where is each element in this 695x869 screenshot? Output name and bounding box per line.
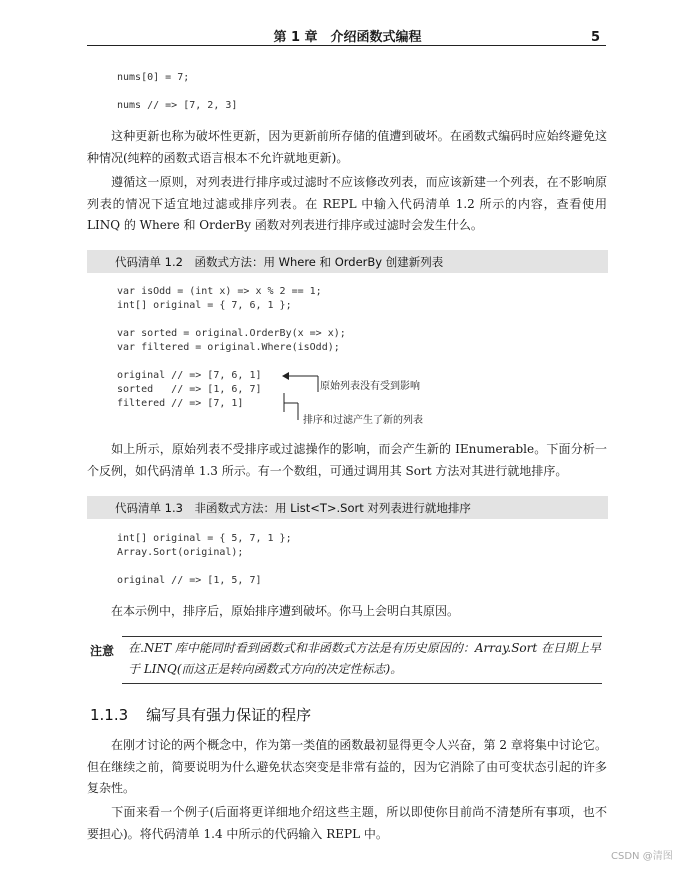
paragraph-text: 这种更新也称为破坏性更新，因为更新前所存储的值遭到破坏。在函数式编码时应始终避免这种情况(纯粹的函数式语言根本不允许就地更新)。 (87, 129, 607, 165)
watermark: CSDN @清图 (611, 851, 673, 862)
code-line: var isOdd = (int x) => x % 2 == 1; (117, 286, 322, 297)
annotation-original-unaffected: 原始列表没有受到影响 (320, 381, 420, 392)
chapter-header-title: 第 1 章 介绍函数式编程 (273, 30, 422, 45)
code-line: var sorted = original.OrderBy(x => x); (117, 328, 346, 339)
code-line: original // => [7, 6, 1] (117, 370, 262, 381)
note-bottom-rule (122, 683, 602, 684)
paragraph-text: 下面来看一个例子(后面将更详细地介绍这些主题，所以即使你目前尚不清楚所有事项，也不要担心)。将代码清单 1.4 中所示的代码输入 REPL 中。 (87, 805, 607, 841)
note-text: 在.NET 库中能同时看到函数式和非函数式方法是有历史原因的：Array.Sort 在日期上早于 LINQ(而这正是转向函数式方向的决定性标志)。 (128, 641, 602, 676)
annotation-new-lists: 排序和过滤产生了新的列表 (303, 415, 423, 426)
code-line: int[] original = { 5, 7, 1 }; (117, 533, 292, 544)
paragraph-text: 在刚才讨论的两个概念中，作为第一类值的函数最初显得更令人兴奋，第 2 章将集中讨论它。但在继续之前，简要说明为什么避免状态突变是非常有益的，因为它消除了由可变状态引起的许多复杂性。 (87, 738, 607, 795)
paragraph-text: 遵循这一原则，对列表进行排序或过滤时不应该修改列表，而应该新建一个列表，在不影响原列表的情况下适宜地过滤或排序列表。在 REPL 中输入代码清单 1.2 所示的内容，查看使用 LINQ 的 Where 和 OrderBy 函数对列表进行排序或过滤时会发生什么。 (87, 175, 607, 232)
code-line: var filtered = original.Where(isOdd); (117, 342, 340, 353)
note-label: 注意 (90, 644, 115, 658)
code-line: int[] original = { 7, 6, 1 }; (117, 300, 292, 311)
paragraph (87, 172, 607, 237)
listing-1-2-title: 代码清单 1.2 函数式方法：用 Where 和 OrderBy 创建新列表 (115, 255, 444, 269)
listing-1-3-header (87, 496, 608, 519)
code-line: nums // => [7, 2, 3] (117, 100, 238, 111)
paragraph-text: 在本示例中，排序后，原始排序遭到破坏。你马上会明白其原因。 (111, 604, 460, 618)
page-number: 5 (591, 30, 601, 45)
section-title: 编写具有强力保证的程序 (146, 706, 312, 724)
code-line: Array.Sort(original); (117, 547, 244, 558)
paragraph (87, 802, 607, 845)
header-rule (87, 45, 606, 46)
section-heading (90, 704, 311, 725)
annotation-arrowhead (282, 372, 289, 380)
listing-1-2-header (87, 250, 608, 273)
code-line: sorted // => [1, 6, 7] (117, 384, 262, 395)
paragraph (87, 735, 607, 800)
paragraph (87, 439, 607, 482)
code-line: filtered // => [7, 1] (117, 398, 244, 409)
listing-1-3-title: 代码清单 1.3 非函数式方法：用 List<T>.Sort 对列表进行就地排序 (115, 501, 471, 515)
paragraph (87, 126, 607, 169)
section-number: 1.1.3 (90, 706, 129, 724)
code-line: original // => [1, 5, 7] (117, 575, 262, 586)
paragraph-text: 如上所示，原始列表不受排序或过滤操作的影响，而会产生新的 IEnumerable。下面分析一个反例，如代码清单 1.3 所示。有一个数组，可通过调用其 Sort 方法对其进行就地排序。 (87, 442, 607, 478)
code-line: nums[0] = 7; (117, 72, 190, 83)
paragraph (87, 601, 607, 623)
note-top-rule (122, 636, 602, 637)
